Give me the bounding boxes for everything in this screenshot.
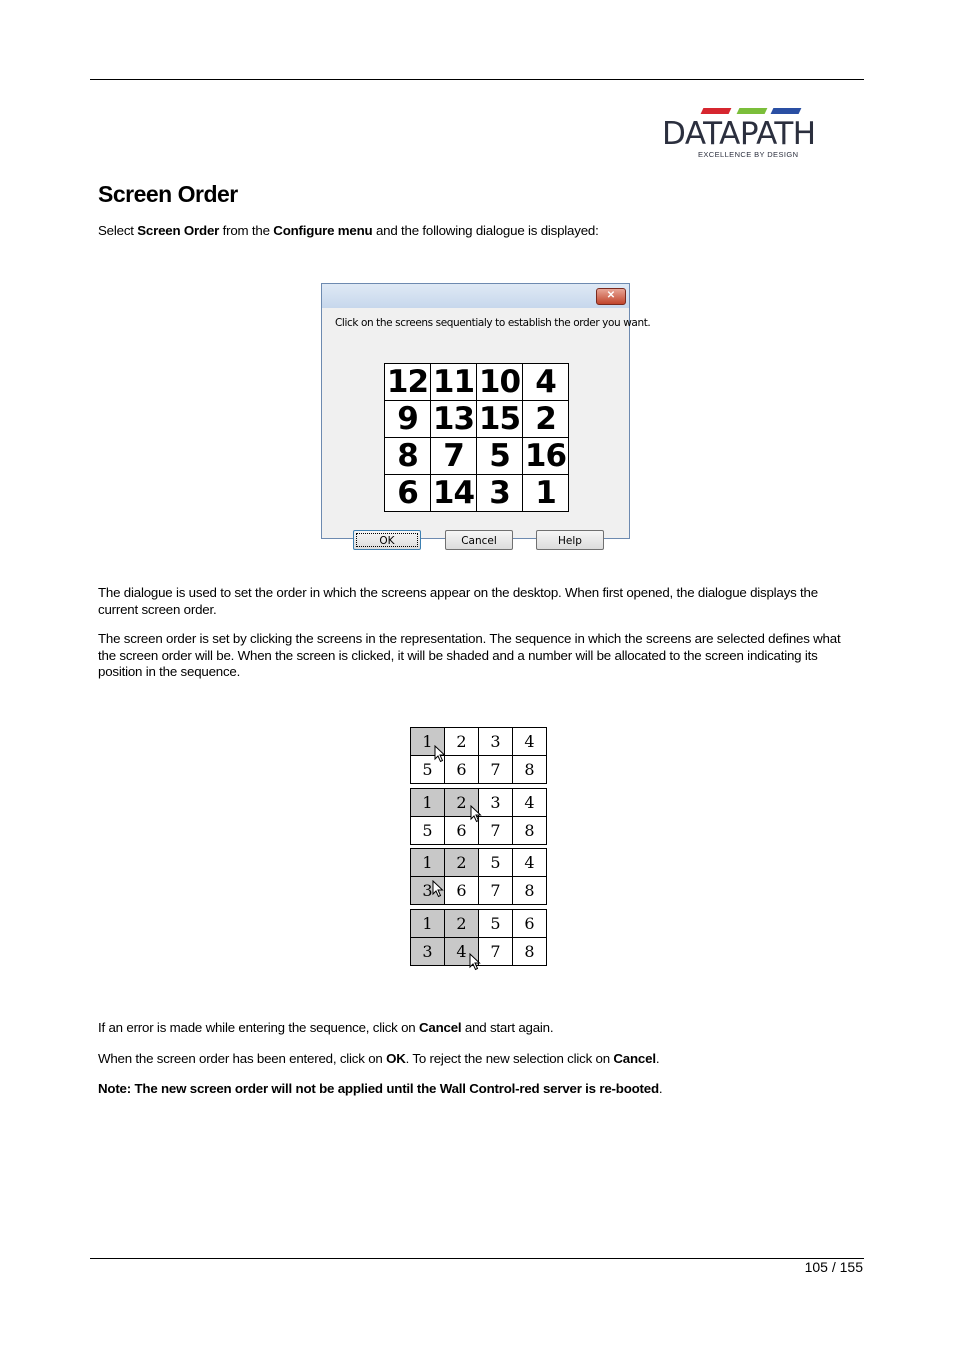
sequence-step-grid [410,848,547,905]
sequence-cell: 5 [479,910,513,938]
mouse-cursor-icon [434,745,446,763]
sequence-cell: 5 [411,817,445,845]
screen-cell[interactable]: 8 [385,438,431,475]
sequence-cell: 3 [479,789,513,817]
ok-paragraph: When the screen order has been entered, click on OK. To reject the new selection click on Cancel. [98,1051,660,1066]
sequence-cell: 7 [479,756,513,784]
description-paragraph-1: The dialogue is used to set the order in which the screens appear on the desktop. When first opened, the dialogue displays the current screen order. [98,585,818,617]
screen-cell[interactable]: 9 [385,401,431,438]
sequence-cell: 4 [513,728,547,756]
screen-cell[interactable]: 2 [523,401,569,438]
description-paragraph-2: The screen order is set by clicking the screens in the representation. The sequence in which the screens are selected defines what the screen order will be. When the screen is clicked, it will be shaded and a number will be allocated to the screen indicating its position in the sequence. [98,631,841,679]
page-title: Screen Order [98,181,238,207]
sequence-cell: 7 [479,817,513,845]
sequence-cell: 3 [411,938,445,966]
sequence-cell: 3 [479,728,513,756]
mouse-cursor-icon [469,953,481,971]
screen-cell[interactable]: 10 [477,364,523,401]
screen-cell[interactable]: 1 [523,475,569,512]
sequence-cell: 2 [445,910,479,938]
sequence-cell: 2 [445,789,479,817]
sequence-step-grid [410,727,547,784]
sequence-cell: 6 [445,877,479,905]
sequence-cell: 8 [513,817,547,845]
screen-cell[interactable]: 15 [477,401,523,438]
sequence-cell: 1 [411,849,445,877]
screen-cell[interactable]: 7 [431,438,477,475]
sequence-cell: 4 [513,789,547,817]
close-icon[interactable]: ✕ [596,288,626,305]
sequence-cell: 6 [445,756,479,784]
screen-order-dialog [321,283,651,547]
screen-grid-row [385,364,569,401]
sequence-row [411,728,547,756]
screen-cell[interactable]: 4 [523,364,569,401]
logo-bar-blue [771,108,802,114]
footer-rule [90,1258,864,1259]
help-button[interactable]: Help [536,530,604,550]
sequence-row [411,877,547,905]
sequence-cell: 8 [513,756,547,784]
logo-wordmark: DATAPATH [662,116,816,152]
page-number: 105 / 155 [804,1259,863,1275]
sequence-cell: 6 [513,910,547,938]
cancel-paragraph: If an error is made while entering the sequence, click on Cancel and start again. [98,1020,554,1035]
screen-cell[interactable]: 3 [477,475,523,512]
sequence-row [411,910,547,938]
screen-grid-row [385,438,569,475]
sequence-cell: 7 [479,938,513,966]
sequence-cell: 1 [411,728,445,756]
dialog-title-bar [322,284,629,308]
sequence-cell: 8 [513,877,547,905]
sequence-cell: 1 [411,910,445,938]
intro-paragraph: Select Screen Order from the Configure menu and the following dialogue is displayed: [98,223,599,238]
logo-tagline: EXCELLENCE BY DESIGN [698,150,799,159]
sequence-cell: 5 [411,756,445,784]
sequence-row [411,756,547,784]
dialog-instruction: Click on the screens sequentialy to establish the order you want. [335,317,651,329]
note-paragraph: Note: The new screen order will not be applied until the Wall Control-red server is re-booted. [98,1081,663,1096]
logo-bar-green [737,108,768,114]
sequence-cell: 2 [445,849,479,877]
screen-grid-row [385,401,569,438]
header-rule [90,79,864,80]
screen-cell[interactable]: 6 [385,475,431,512]
screen-grid-row [385,475,569,512]
sequence-cell: 7 [479,877,513,905]
sequence-cell: 8 [513,938,547,966]
screen-cell[interactable]: 5 [477,438,523,475]
ok-button[interactable]: OK [353,530,421,550]
datapath-logo [660,106,840,162]
logo-bar-red [701,108,732,114]
screen-cell[interactable]: 12 [385,364,431,401]
screen-cell[interactable]: 11 [431,364,477,401]
sequence-cell: 5 [479,849,513,877]
sequence-row [411,849,547,877]
sequence-cell: 6 [445,817,479,845]
screen-cell[interactable]: 13 [431,401,477,438]
cancel-button[interactable]: Cancel [445,530,513,550]
sequence-cell: 4 [445,938,479,966]
dialog-body [323,308,651,547]
mouse-cursor-icon [432,880,444,898]
screen-cell[interactable]: 16 [523,438,569,475]
sequence-cell: 3 [411,877,445,905]
screen-cell[interactable]: 14 [431,475,477,512]
sequence-cell: 2 [445,728,479,756]
sequence-cell: 4 [513,849,547,877]
sequence-cell: 1 [411,789,445,817]
screen-grid [384,363,569,512]
mouse-cursor-icon [470,805,482,823]
